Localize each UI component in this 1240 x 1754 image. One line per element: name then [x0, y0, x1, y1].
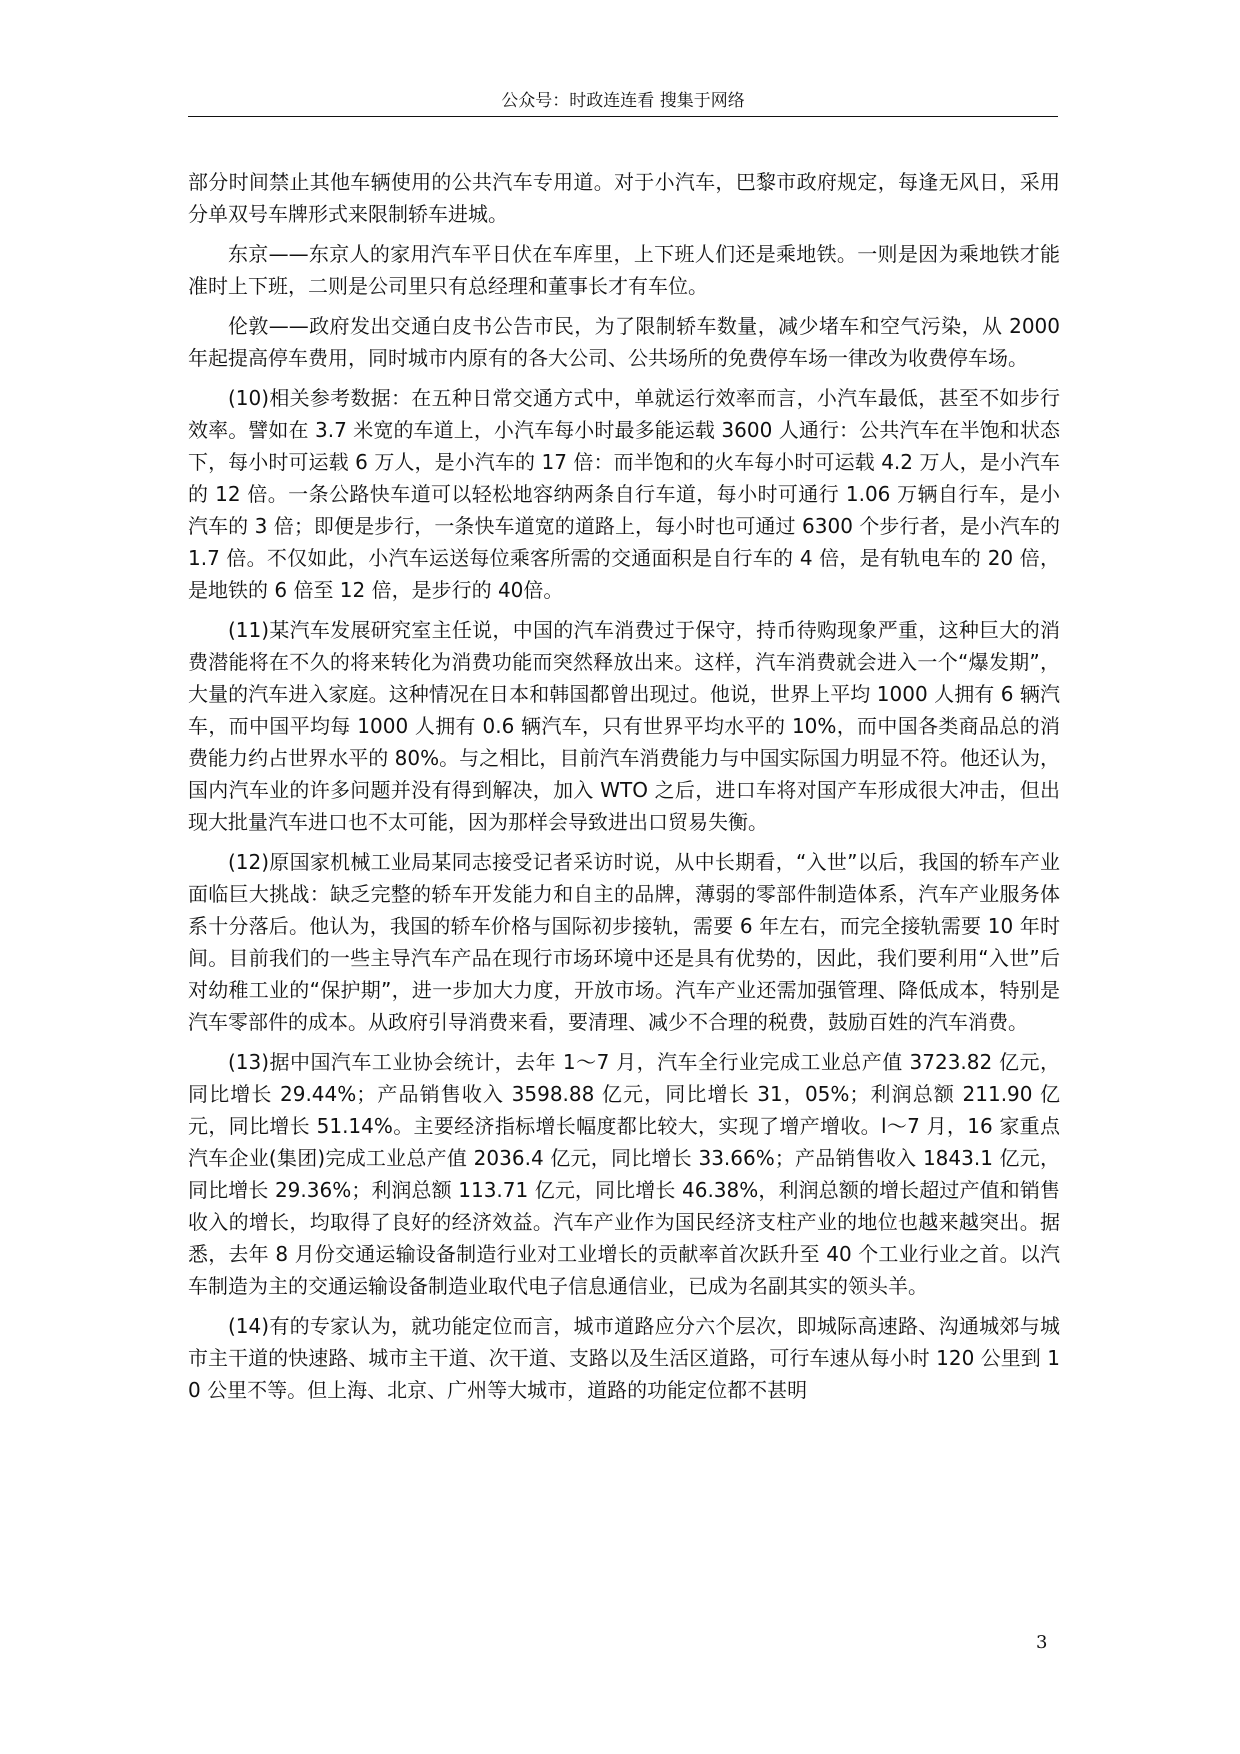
- header-divider: [188, 116, 1058, 117]
- paragraph-13: (13)据中国汽车工业协会统计，去年 1～7 月，汽车全行业完成工业总产值 3723.82 亿元，同比增长 29.44%；产品销售收入 3598.88 亿元，同比增长 31，05%；利润总额 211.90 亿元，同比增长 51.14%。主要经济指标增长幅度都比较大，实现了增产增收。l～7 月，16 家重点汽车企业(集团)完成工业总产值 2036.4 亿元，同比增长 33.66%；产品销售收入 1843.1 亿元，同比增长 29.36%；利润总额 113.71 亿元，同比增长 46.38%，利润总额的增长超过产值和销售收入的增长，均取得了良好的经济效益。汽车产业作为国民经济支柱产业的地位也越来越突出。据悉，去年 8 月份交通运输设备制造行业对工业增长的贡献率首次跃升至 40 个工业行业之首。以汽车制造为主的交通运输设备制造业取代电子信息通信业，已成为名副其实的领头羊。: [188, 1050, 1060, 1298]
- paragraph-10: (10)相关参考数据：在五种日常交通方式中，单就运行效率而言，小汽车最低，甚至不如步行效率。譬如在 3.7 米宽的车道上，小汽车每小时最多能运载 3600 人通行：公共汽车在半饱和状态下，每小时可运载 6 万人，是小汽车的 17 倍：而半饱和的火车每小时可运载 4.2 万人，是小汽车的 12 倍。一条公路快车道可以轻松地容纳两条自行车道，每小时可通行 1.06 万辆自行车，是小汽车的 3 倍；即便是步行，一条快车道宽的道路上，每小时也可通过 6300 个步行者，是小汽车的 1.7 倍。不仅如此，小汽车运送每位乘客所需的交通面积是自行车的 4 倍，是有轨电车的 20 倍，是地铁的 6 倍至 12 倍，是步行的 40倍。: [188, 386, 1060, 602]
- document-body: [188, 166, 1060, 1414]
- paragraph-london: 伦敦——政府发出交通白皮书公告市民，为了限制轿车数量，减少堵车和空气污染，从 2000 年起提高停车费用，同时城市内原有的各大公司、公共场所的免费停车场一律改为收费停车场。: [188, 314, 1060, 370]
- paragraph-14: (14)有的专家认为，就功能定位而言，城市道路应分六个层次，即城际高速路、沟通城郊与城市主干道的快速路、城市主干道、次干道、支路以及生活区道路，可行车速从每小时 120 公里到 10 公里不等。但上海、北京、广州等大城市，道路的功能定位都不甚明: [188, 1314, 1060, 1402]
- page-header: 公众号：时政连连看 搜集于网络: [501, 91, 745, 111]
- paragraph-12: (12)原国家机械工业局某同志接受记者采访时说，从中长期看，“入世”以后，我国的轿车产业面临巨大挑战：缺乏完整的轿车开发能力和自主的品牌，薄弱的零部件制造体系，汽车产业服务体系十分落后。他认为，我国的轿车价格与国际初步接轨，需要 6 年左右，而完全接轨需要 10 年时间。目前我们的一些主导汽车产品在现行市场环境中还是具有优势的，因此，我们要利用“入世”后对幼稚工业的“保护期”，进一步加大力度，开放市场。汽车产业还需加强管理、降低成本，特别是汽车零部件的成本。从政府引导消费来看，要清理、减少不合理的税费，鼓励百姓的汽车消费。: [188, 850, 1060, 1034]
- paragraph-11: (11)某汽车发展研究室主任说，中国的汽车消费过于保守，持币待购现象严重，这种巨大的消费潜能将在不久的将来转化为消费功能而突然释放出来。这样，汽车消费就会进入一个“爆发期”，大量的汽车进入家庭。这种情况在日本和韩国都曾出现过。他说，世界上平均 1000 人拥有 6 辆汽车，而中国平均每 1000 人拥有 0.6 辆汽车，只有世界平均水平的 10%，而中国各类商品总的消费能力约占世界水平的 80%。与之相比，目前汽车消费能力与中国实际国力明显不符。他还认为，国内汽车业的许多问题并没有得到解决，加入 WTO 之后，进口车将对国产车形成很大冲击，但出现大批量汽车进口也不太可能，因为那样会导致进出口贸易失衡。: [188, 618, 1060, 834]
- paragraph-tokyo: 东京——东京人的家用汽车平日伏在车库里，上下班人们还是乘地铁。一则是因为乘地铁才能准时上下班，二则是公司里只有总经理和董事长才有车位。: [188, 242, 1060, 298]
- paragraph-continuation: 部分时间禁止其他车辆使用的公共汽车专用道。对于小汽车，巴黎市政府规定，每逢无风日，采用分单双号车牌形式来限制轿车进城。: [188, 170, 1060, 226]
- page-number: 3: [1036, 1632, 1048, 1653]
